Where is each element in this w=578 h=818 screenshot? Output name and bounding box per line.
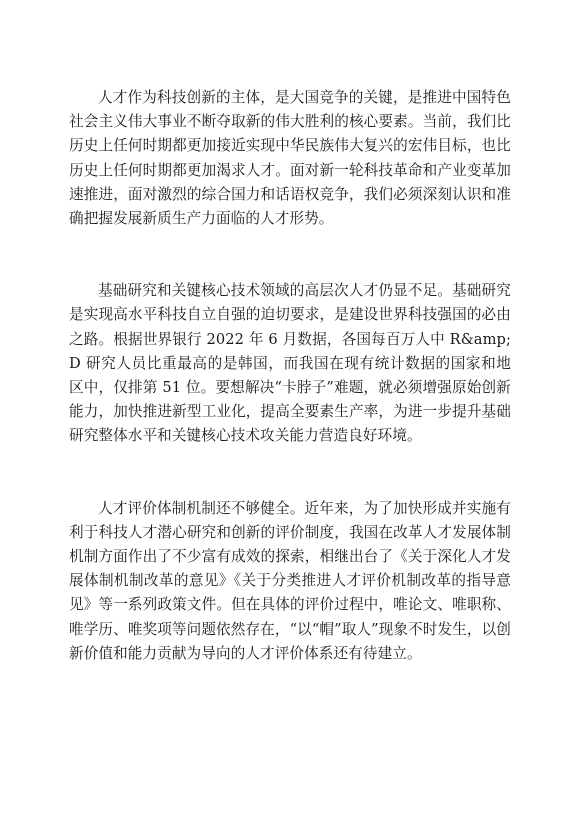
- paragraph-basic-research: 基础研究和关键核心技术领域的高层次人才仍显不足。基础研究是实现高水平科技自立自强的迫切要求，是建设世界科技强国的必由之路。根据世界银行 2022 年 6 月数据，各国每百万人中 R&amp;D 研究人员比重最高的是韩国，而我国在现有统计数据的国家和地区中，仅排第 51 位。要想解决“卡脖子”难题，就必须增强原始创新能力，加快推进新型工业化，提高全要素生产率，为进一步提升基础研究整体水平和关键核心技术攻关能力营造良好环境。: [69, 282, 511, 445]
- paragraph-talent-evaluation: 人才评价体制机制还不够健全。近年来，为了加快形成并实施有利于科技人才潜心研究和创新的评价制度，我国在改革人才发展体制机制方面作出了不少富有成效的探索，相继出台了《关于深化人才发展体制机制改革的意见》《关于分类推进人才评价机制改革的指导意见》等一系列政策文件。但在具体的评价过程中，唯论文、唯职称、唯学历、唯奖项等问题依然存在，“以“帽”取人”现象不时发生，以创新价值和能力贡献为导向的人才评价体系还有待建立。: [69, 499, 511, 662]
- document-page: [69, 86, 511, 666]
- paragraph-talent-situation: 人才作为科技创新的主体，是大国竞争的关键，是推进中国特色社会主义伟大事业不断夺取新的伟大胜利的核心要素。当前，我们比历史上任何时期都更加接近实现中华民族伟大复兴的宏伟目标，也比历史上任何时期都更加渴求人才。面对新一轮科技革命和产业变革加速推进，面对激烈的综合国力和话语权竞争，我们必须深刻认识和准确把握发展新质生产力面临的人才形势。: [69, 89, 511, 228]
